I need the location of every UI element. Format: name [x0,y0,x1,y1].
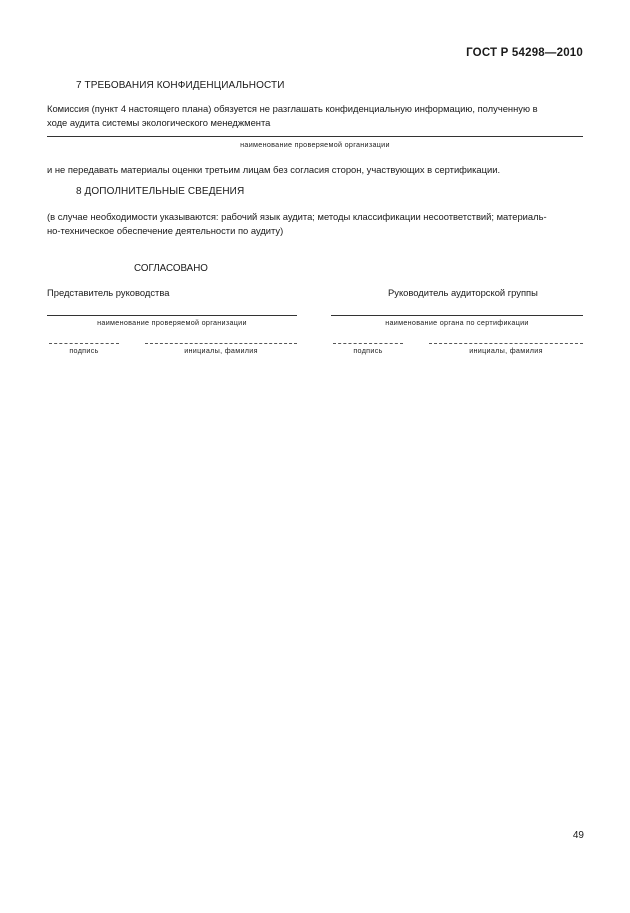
section-8-line-1: (в случае необходимости указываются: рабочий язык аудита; методы классификации несоответствий; материаль- [47,211,547,222]
right-organization-caption: наименование органа по сертификации [385,318,529,327]
right-signature-caption: подпись [353,346,383,355]
section-7-line-1: Комиссия (пункт 4 настоящего плана) обязуется не разглашать конфиденциальную информацию, полученную в [47,103,538,114]
left-organization-line [47,315,297,316]
section-8-line-2: но-техническое обеспечение деятельности по аудиту) [47,225,284,236]
page-number: 49 [572,830,584,841]
approval-title: СОГЛАСОВАНО [134,263,208,274]
left-name-caption: инициалы, фамилия [184,346,258,355]
audit-team-leader-label: Руководитель аудиторской группы [388,287,538,298]
right-name-line [429,343,583,344]
left-name-line [145,343,297,344]
standard-designation: ГОСТ Р 54298—2010 [466,47,583,59]
left-signature-caption: подпись [69,346,99,355]
section-7-continuation: и не передавать материалы оценки третьим лицам без согласия сторон, участвующих в сертификации. [47,164,501,175]
left-signature-line [49,343,119,344]
section-8-title: 8 ДОПОЛНИТЕЛЬНЫЕ СВЕДЕНИЯ [76,186,245,197]
section-7-title: 7 ТРЕБОВАНИЯ КОНФИДЕНЦИАЛЬНОСТИ [76,80,285,91]
organization-name-caption: наименование проверяемой организации [240,140,390,149]
management-representative-label: Представитель руководства [47,287,170,298]
right-organization-line [331,315,583,316]
organization-name-line [47,136,583,137]
section-7-line-2: ходе аудита системы экологического менеджмента [47,117,271,128]
right-signature-line [333,343,403,344]
right-name-caption: инициалы, фамилия [469,346,543,355]
left-organization-caption: наименование проверяемой организации [97,318,247,327]
